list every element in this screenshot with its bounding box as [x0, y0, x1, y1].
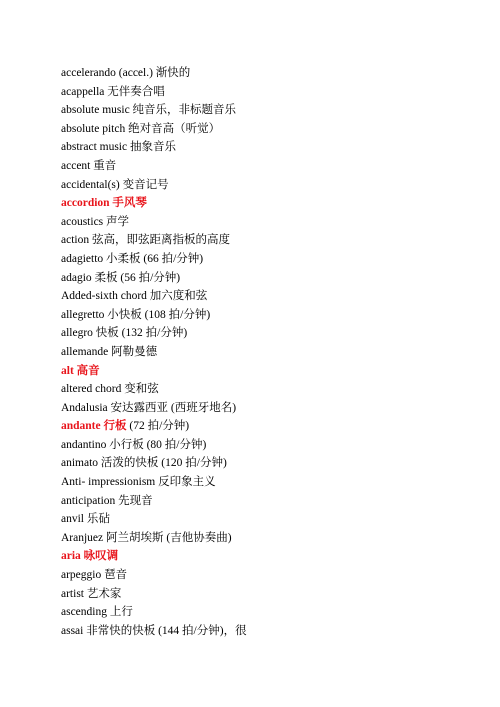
glossary-entry: accordion 手风琴 — [61, 197, 147, 210]
glossary-entry: aria 咏叹调 — [61, 550, 119, 563]
glossary-entry — [61, 417, 481, 436]
glossary-entry-highlight: andante 行板 — [61, 420, 127, 433]
glossary-entry: acappella 无伴奏合唱 — [61, 85, 165, 98]
glossary-entry: assai 非常快的快板 (144 拍/分钟)，很 — [61, 624, 247, 637]
glossary-entry: acoustics 声学 — [61, 215, 130, 228]
glossary-entry: anticipation 先现音 — [61, 494, 153, 507]
glossary-entry: accent 重音 — [61, 159, 117, 172]
glossary-entry: andantino 小行板 (80 拍/分钟) — [61, 438, 207, 451]
glossary-entry: allegro 快板 (132 拍/分钟) — [61, 327, 188, 340]
glossary-entry: Aranjuez 阿兰胡埃斯 (吉他协奏曲) — [61, 531, 232, 544]
glossary-entry: allemande 阿勒曼德 — [61, 345, 158, 358]
glossary-list — [61, 64, 481, 640]
glossary-entry-tempo: (72 拍/分钟) — [126, 420, 190, 433]
glossary-entry: alt 高音 — [61, 364, 100, 377]
glossary-entry: Added-sixth chord 加六度和弦 — [61, 290, 208, 303]
glossary-entry: adagio 柔板 (56 拍/分钟) — [61, 271, 181, 284]
glossary-entry: artist 艺术家 — [61, 587, 122, 600]
glossary-entry: abstract music 抽象音乐 — [61, 141, 176, 154]
glossary-entry: Anti- impressionism 反印象主义 — [61, 476, 216, 489]
glossary-entry: allegretto 小快板 (108 拍/分钟) — [61, 308, 211, 321]
glossary-entry: accelerando (accel.) 渐快的 — [61, 67, 191, 79]
glossary-entry: Andalusia 安达露西亚 (西班牙地名) — [61, 401, 237, 414]
glossary-entry: absolute pitch 绝对音高（听觉） — [61, 122, 221, 135]
glossary-entry: anvil 乐砧 — [61, 513, 110, 526]
glossary-entry: adagietto 小柔板 (66 拍/分钟) — [61, 252, 204, 265]
glossary-entry: absolute music 纯音乐，非标题音乐 — [61, 104, 237, 117]
glossary-entry: accidental(s) 变音记号 — [61, 178, 169, 191]
glossary-entry: arpeggio 琶音 — [61, 569, 128, 582]
glossary-entry: altered chord 变和弦 — [61, 383, 159, 396]
glossary-entry: action 弦高，即弦距离指板的高度 — [61, 234, 230, 247]
glossary-entry: ascending 上行 — [61, 606, 133, 619]
glossary-entry: animato 活泼的快板 (120 拍/分钟) — [61, 457, 227, 470]
